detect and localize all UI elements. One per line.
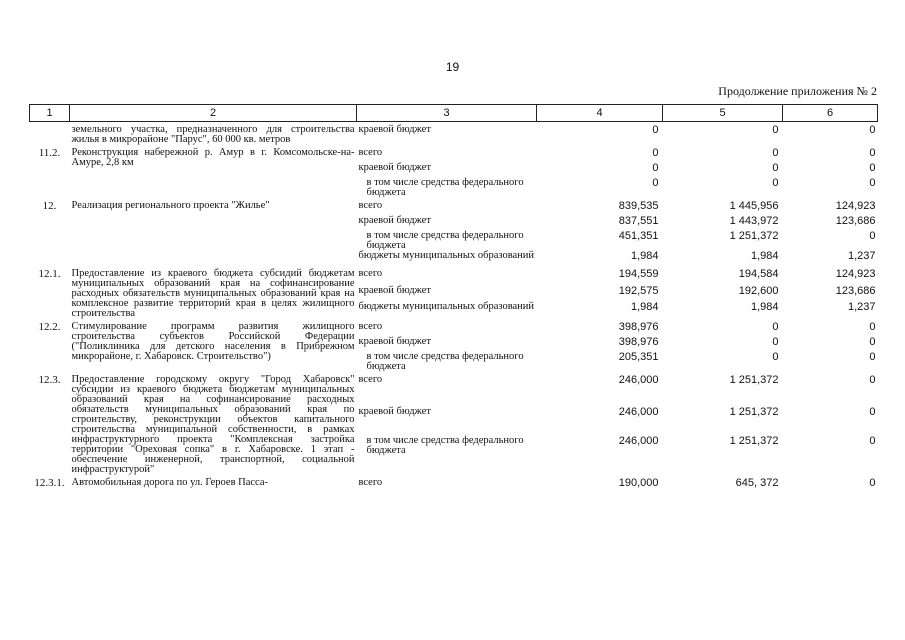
amount-cell: 0 — [869, 147, 876, 159]
amount-cell: 1,984 — [750, 301, 779, 314]
amount-cell: 246,000 — [618, 435, 659, 448]
amount-cell: 0 — [652, 162, 659, 174]
page-number: 19 — [445, 60, 460, 74]
amount-cell: 1 251,372 — [729, 230, 779, 242]
funding-source: краевой бюджет — [358, 405, 431, 417]
funding-source: в том числе средства федерального бюджета — [366, 177, 524, 198]
amount-cell: 1 251,372 — [729, 405, 779, 418]
amount-cell: 451,351 — [618, 230, 659, 242]
table-row — [30, 145, 878, 163]
funding-source: всего — [358, 200, 383, 211]
amount-cell: 0 — [869, 405, 876, 418]
appendix-title: Продолжение приложения № 2 — [718, 84, 877, 98]
amount-cell: 0 — [869, 374, 876, 386]
amount-cell: 246,000 — [618, 405, 659, 418]
row-number: 12.3.1. — [34, 477, 65, 489]
amount-cell: 124,923 — [835, 200, 876, 212]
amount-cell: 1,984 — [630, 301, 659, 314]
table-row — [30, 475, 878, 493]
measure-name: Реконструкция набережной р. Амур в г. Комсомольске-на-Амуре, 2,8 км — [71, 147, 355, 168]
table-row — [30, 266, 878, 286]
table-row — [30, 319, 878, 337]
funding-source: краевой бюджет — [358, 215, 431, 226]
header-cell: 3 — [357, 105, 537, 122]
amount-cell: 0 — [869, 162, 876, 174]
amount-cell: 0 — [772, 147, 779, 159]
amount-cell: 0 — [869, 230, 876, 242]
amount-cell: 0 — [652, 124, 659, 136]
amount-cell: 1,237 — [847, 250, 876, 262]
row-number: 11.2. — [38, 147, 61, 159]
table-row — [30, 372, 878, 407]
amount-cell: 1 445,956 — [729, 200, 779, 212]
header-cell: 2 — [70, 105, 357, 122]
header-cell: 4 — [537, 105, 663, 122]
amount-cell: 645, 372 — [735, 477, 779, 489]
amount-cell: 0 — [772, 177, 779, 189]
funding-source: бюджеты муниципальных образований — [358, 301, 535, 313]
amount-cell: 1 251,372 — [729, 435, 779, 448]
amount-cell: 123,686 — [835, 284, 876, 297]
amount-cell: 0 — [772, 336, 779, 348]
amount-cell: 0 — [869, 336, 876, 348]
amount-cell: 0 — [869, 124, 876, 136]
funding-source: краевой бюджет — [358, 284, 431, 296]
amount-cell: 124,923 — [835, 268, 876, 280]
amount-cell: 192,600 — [738, 284, 779, 297]
header-cell: 6 — [783, 105, 878, 122]
funding-source: всего — [358, 477, 383, 488]
budget-table — [29, 104, 878, 493]
amount-cell: 0 — [772, 124, 779, 136]
funding-source: в том числе средства федерального бюджета — [366, 435, 524, 457]
row-number: 12.3. — [38, 374, 61, 386]
amount-cell: 0 — [652, 177, 659, 189]
amount-cell: 194,559 — [618, 268, 659, 280]
amount-cell: 398,976 — [618, 321, 659, 333]
amount-cell: 0 — [652, 147, 659, 159]
funding-source: всего — [358, 321, 383, 332]
amount-cell: 1 251,372 — [729, 374, 779, 386]
measure-name: Предоставление городскому округу "Город Хабаровск" субсидии из краевого бюджета бюджетам муниципальных образований края на софинансирование расходных обязательств муниципальных образований края по строительству, реконструкции объектов капитального строительства муниципальной собственности, в рамках инфраструктурного проекта "Комплексная застройка территории "Ореховая сопка" в г. Хабаровске. 1 этап - обеспечение инженерной, транспортной, социальной инфраструктурой" — [71, 374, 355, 475]
funding-source: всего — [358, 147, 383, 158]
funding-source: краевой бюджет — [358, 124, 431, 135]
funding-source: краевой бюджет — [358, 336, 431, 347]
amount-cell: 837,551 — [618, 215, 659, 227]
table-body — [30, 122, 878, 494]
amount-cell: 839,535 — [618, 200, 659, 212]
table-row — [30, 198, 878, 216]
amount-cell: 398,976 — [618, 336, 659, 348]
amount-cell: 190,000 — [618, 477, 659, 489]
amount-cell: 1,984 — [630, 250, 659, 262]
row-number: 12.1. — [38, 268, 61, 280]
amount-cell: 1,984 — [750, 250, 779, 262]
amount-cell: 1,237 — [847, 301, 876, 314]
header-cell: 1 — [30, 105, 70, 122]
amount-cell: 0 — [772, 351, 779, 363]
funding-source: в том числе средства федерального бюджета — [366, 230, 524, 251]
amount-cell: 205,351 — [618, 351, 659, 363]
row-number — [30, 122, 70, 146]
measure-name: Автомобильная дорога по ул. Героев Пасса- — [71, 477, 269, 488]
amount-cell: 192,575 — [618, 284, 659, 297]
table-header — [30, 105, 878, 122]
header-cell: 5 — [663, 105, 783, 122]
amount-cell: 0 — [772, 321, 779, 333]
funding-source: всего — [358, 374, 383, 385]
funding-source: краевой бюджет — [358, 162, 431, 173]
table-row — [30, 122, 878, 146]
measure-name: Стимулирование программ развития жилищного строительства субъектов Российской Федерации ("Поликлиника для детского населения в Прибрежном микрорайоне, г. Хабаровск. Строительство") — [71, 321, 355, 362]
amount-cell: 0 — [869, 321, 876, 333]
measure-name: земельного участка, предназначенного для строительства жилья в микрорайоне "Парус", 60 000 кв. метров — [71, 124, 355, 145]
amount-cell: 0 — [869, 435, 876, 448]
row-number: 12. — [42, 200, 57, 212]
amount-cell: 123,686 — [835, 215, 876, 227]
amount-cell: 0 — [869, 477, 876, 489]
measure-name: Реализация регионального проекта "Жилье" — [71, 200, 270, 211]
amount-cell: 0 — [869, 177, 876, 189]
measure-name: Предоставление из краевого бюджета субсидий бюджетам муниципальных образований края на софинансирование расходных обязательств муниципальных образований края на комплексное развитие территорий края в целях жилищного строительства — [71, 268, 355, 319]
amount-cell: 1 443,972 — [729, 215, 779, 227]
funding-source: в том числе средства федерального бюджета — [366, 351, 524, 372]
amount-cell: 246,000 — [618, 374, 659, 386]
amount-cell: 194,584 — [738, 268, 779, 280]
row-number: 12.2. — [38, 321, 61, 333]
amount-cell: 0 — [869, 351, 876, 363]
funding-source: всего — [358, 268, 383, 279]
funding-source: бюджеты муниципальных образований — [358, 250, 535, 261]
amount-cell: 0 — [772, 162, 779, 174]
